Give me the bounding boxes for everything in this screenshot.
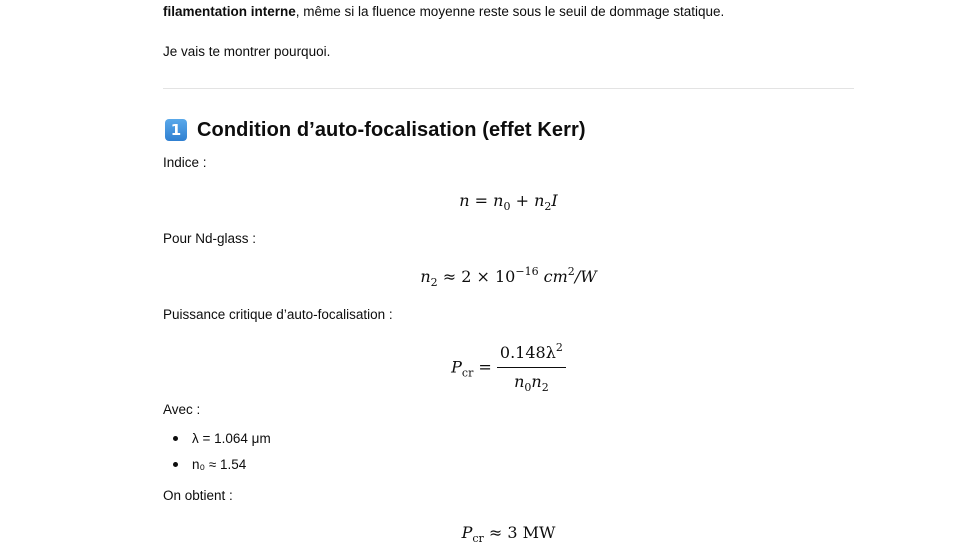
eq3-eq: = <box>473 357 497 377</box>
label-indice: Indice : <box>163 155 207 170</box>
eq4-P: P <box>461 523 473 542</box>
eq2-n2: n <box>420 267 431 286</box>
section-heading <box>165 116 586 144</box>
label-avec: Avec : <box>163 402 201 417</box>
equation-result <box>163 522 854 546</box>
eq1-n: n <box>459 191 470 210</box>
equation-pcr <box>163 340 854 396</box>
eq3-numerator <box>497 340 566 368</box>
eq2-exp: −16 <box>515 265 539 278</box>
eq2-slash: /W <box>574 267 597 286</box>
intro-line2: Je vais te montrer pourquoi. <box>163 44 331 59</box>
list-item: n₀ ≈ 1.54 <box>192 454 271 480</box>
eq3-den-n2: n <box>531 372 542 392</box>
label-obtient: On obtient : <box>163 488 233 503</box>
intro-bold: filamentation interne <box>163 4 296 19</box>
eq3-den-sub0: 0 <box>524 381 532 395</box>
eq1-eq: = <box>469 191 494 210</box>
eq1-n0: n <box>493 191 504 210</box>
eq2-sub2: 2 <box>430 276 438 289</box>
eq3-den-sub2: 2 <box>541 381 549 395</box>
intro-paragraph <box>163 3 724 22</box>
eq4-rest: ≈ 3 MW <box>483 523 556 542</box>
eq3-sub: cr <box>461 366 474 380</box>
eq1-sub0: 0 <box>503 200 511 213</box>
intro-rest: , même si la fluence moyenne reste sous le seuil de dommage statique. <box>295 4 725 19</box>
eq3-num: 0.148λ <box>499 343 556 362</box>
eq3-numexp: 2 <box>555 341 563 354</box>
label-nd-glass: Pour Nd-glass : <box>163 231 257 246</box>
equation-index <box>163 190 854 214</box>
eq2-unit: cm <box>538 267 568 286</box>
eq3-P: P <box>451 357 462 377</box>
section-title: Condition d’auto-focalisation (effet Kerr) <box>197 119 586 141</box>
keycap-one-icon: 1 <box>165 119 187 141</box>
divider <box>163 88 854 89</box>
eq3-denominator <box>511 368 552 395</box>
eq1-sub2: 2 <box>544 200 552 213</box>
eq2-approx: ≈ 2 × 10 <box>437 267 516 286</box>
eq3-fraction <box>497 340 566 396</box>
label-puissance: Puissance critique d’auto-focalisation : <box>163 307 393 322</box>
eq3-den-n0: n <box>514 372 525 392</box>
equation-n2 <box>163 264 854 290</box>
eq1-n2: n <box>534 191 545 210</box>
params-list <box>163 428 271 480</box>
eq1-plus: + <box>510 191 535 210</box>
eq2-unitexp: 2 <box>567 265 575 278</box>
list-item: λ = 1.064 μm <box>192 428 271 454</box>
eq1-I: I <box>551 191 558 210</box>
eq4-sub: cr <box>472 532 484 545</box>
